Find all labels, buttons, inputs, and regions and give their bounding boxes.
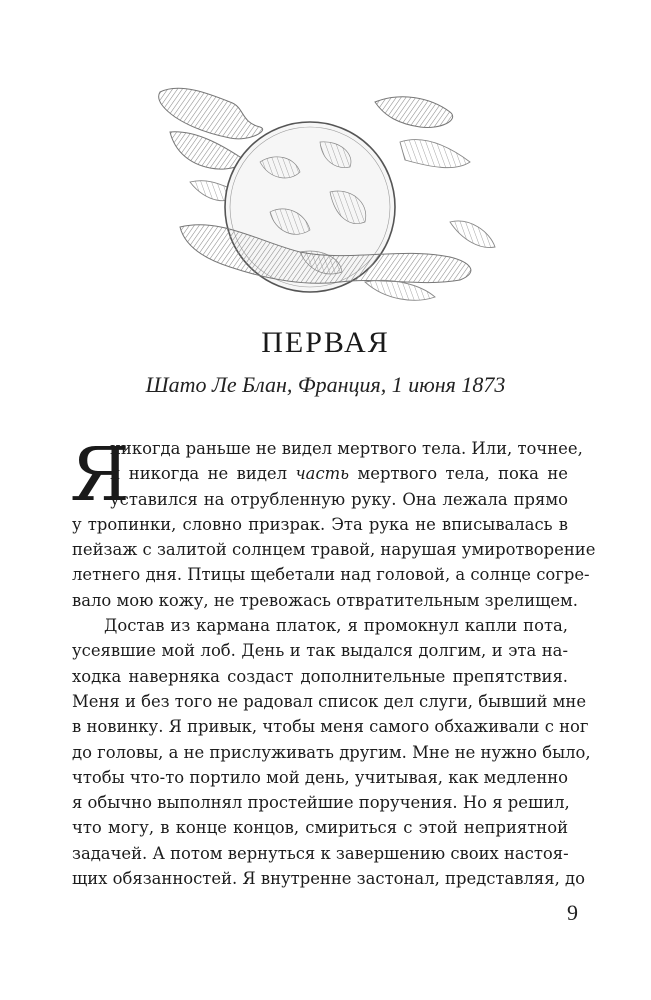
text-line: в новинку. Я привык, чтобы меня самого обхаживали с ног — [72, 717, 589, 737]
drop-cap: Я — [70, 432, 130, 518]
text-line: уставился на отрубленную руку. Она лежала прямо — [110, 489, 568, 509]
text-line: у тропинки, словно призрак. Эта рука не вписывалась в — [72, 514, 568, 534]
text-line: чтобы что-то портило мой день, учитывая, как медленно — [72, 767, 569, 787]
text-line: задачей. А потом вернуться к завершению своих настоя- — [72, 843, 569, 863]
text-lines — [70, 432, 596, 891]
text-line: ходка наверняка создаст дополнительные препятствия. — [72, 666, 568, 686]
text-line: я никогда не видел часть мертвого тела, пока не — [110, 464, 569, 484]
page-number: 9 — [567, 900, 578, 925]
chapter-title: ПЕРВАЯ — [261, 326, 390, 359]
text-line: пейзаж с залитой солнцем травой, нарушая умиротворение — [72, 540, 596, 560]
text-line: усеявшие мой лоб. День и так выдался долгим, и эта на- — [72, 641, 568, 661]
text-line: летнего дня. Птицы щебетали над головой, а солнце согре- — [72, 565, 590, 585]
text-line: щих обязанностей. Я внутренне застонал, представляя, до — [72, 869, 585, 889]
text-line: что могу, в конце концов, смириться с этой неприятной — [72, 818, 568, 838]
moon-clouds-engraving-icon — [150, 72, 500, 322]
text-line: Меня и без того не радовал список дел слуги, бывший мне — [72, 691, 587, 711]
text-line: до головы, а не прислуживать другим. Мне не нужно было, — [72, 742, 591, 762]
text-line: никогда раньше не видел мертвого тела. Или, точнее, — [110, 439, 583, 458]
text-line: я обычно выполнял простейшие поручения. Но я решил, — [72, 793, 570, 813]
text-line: вало мою кожу, не тревожась отвратительным зрелищем. — [72, 590, 579, 610]
chapter-subtitle: Шато Ле Блан, Франция, 1 июня 1873 — [145, 372, 506, 397]
text-line: Достав из кармана платок, я промокнул капли пота, — [104, 616, 568, 636]
body-text — [70, 432, 596, 891]
